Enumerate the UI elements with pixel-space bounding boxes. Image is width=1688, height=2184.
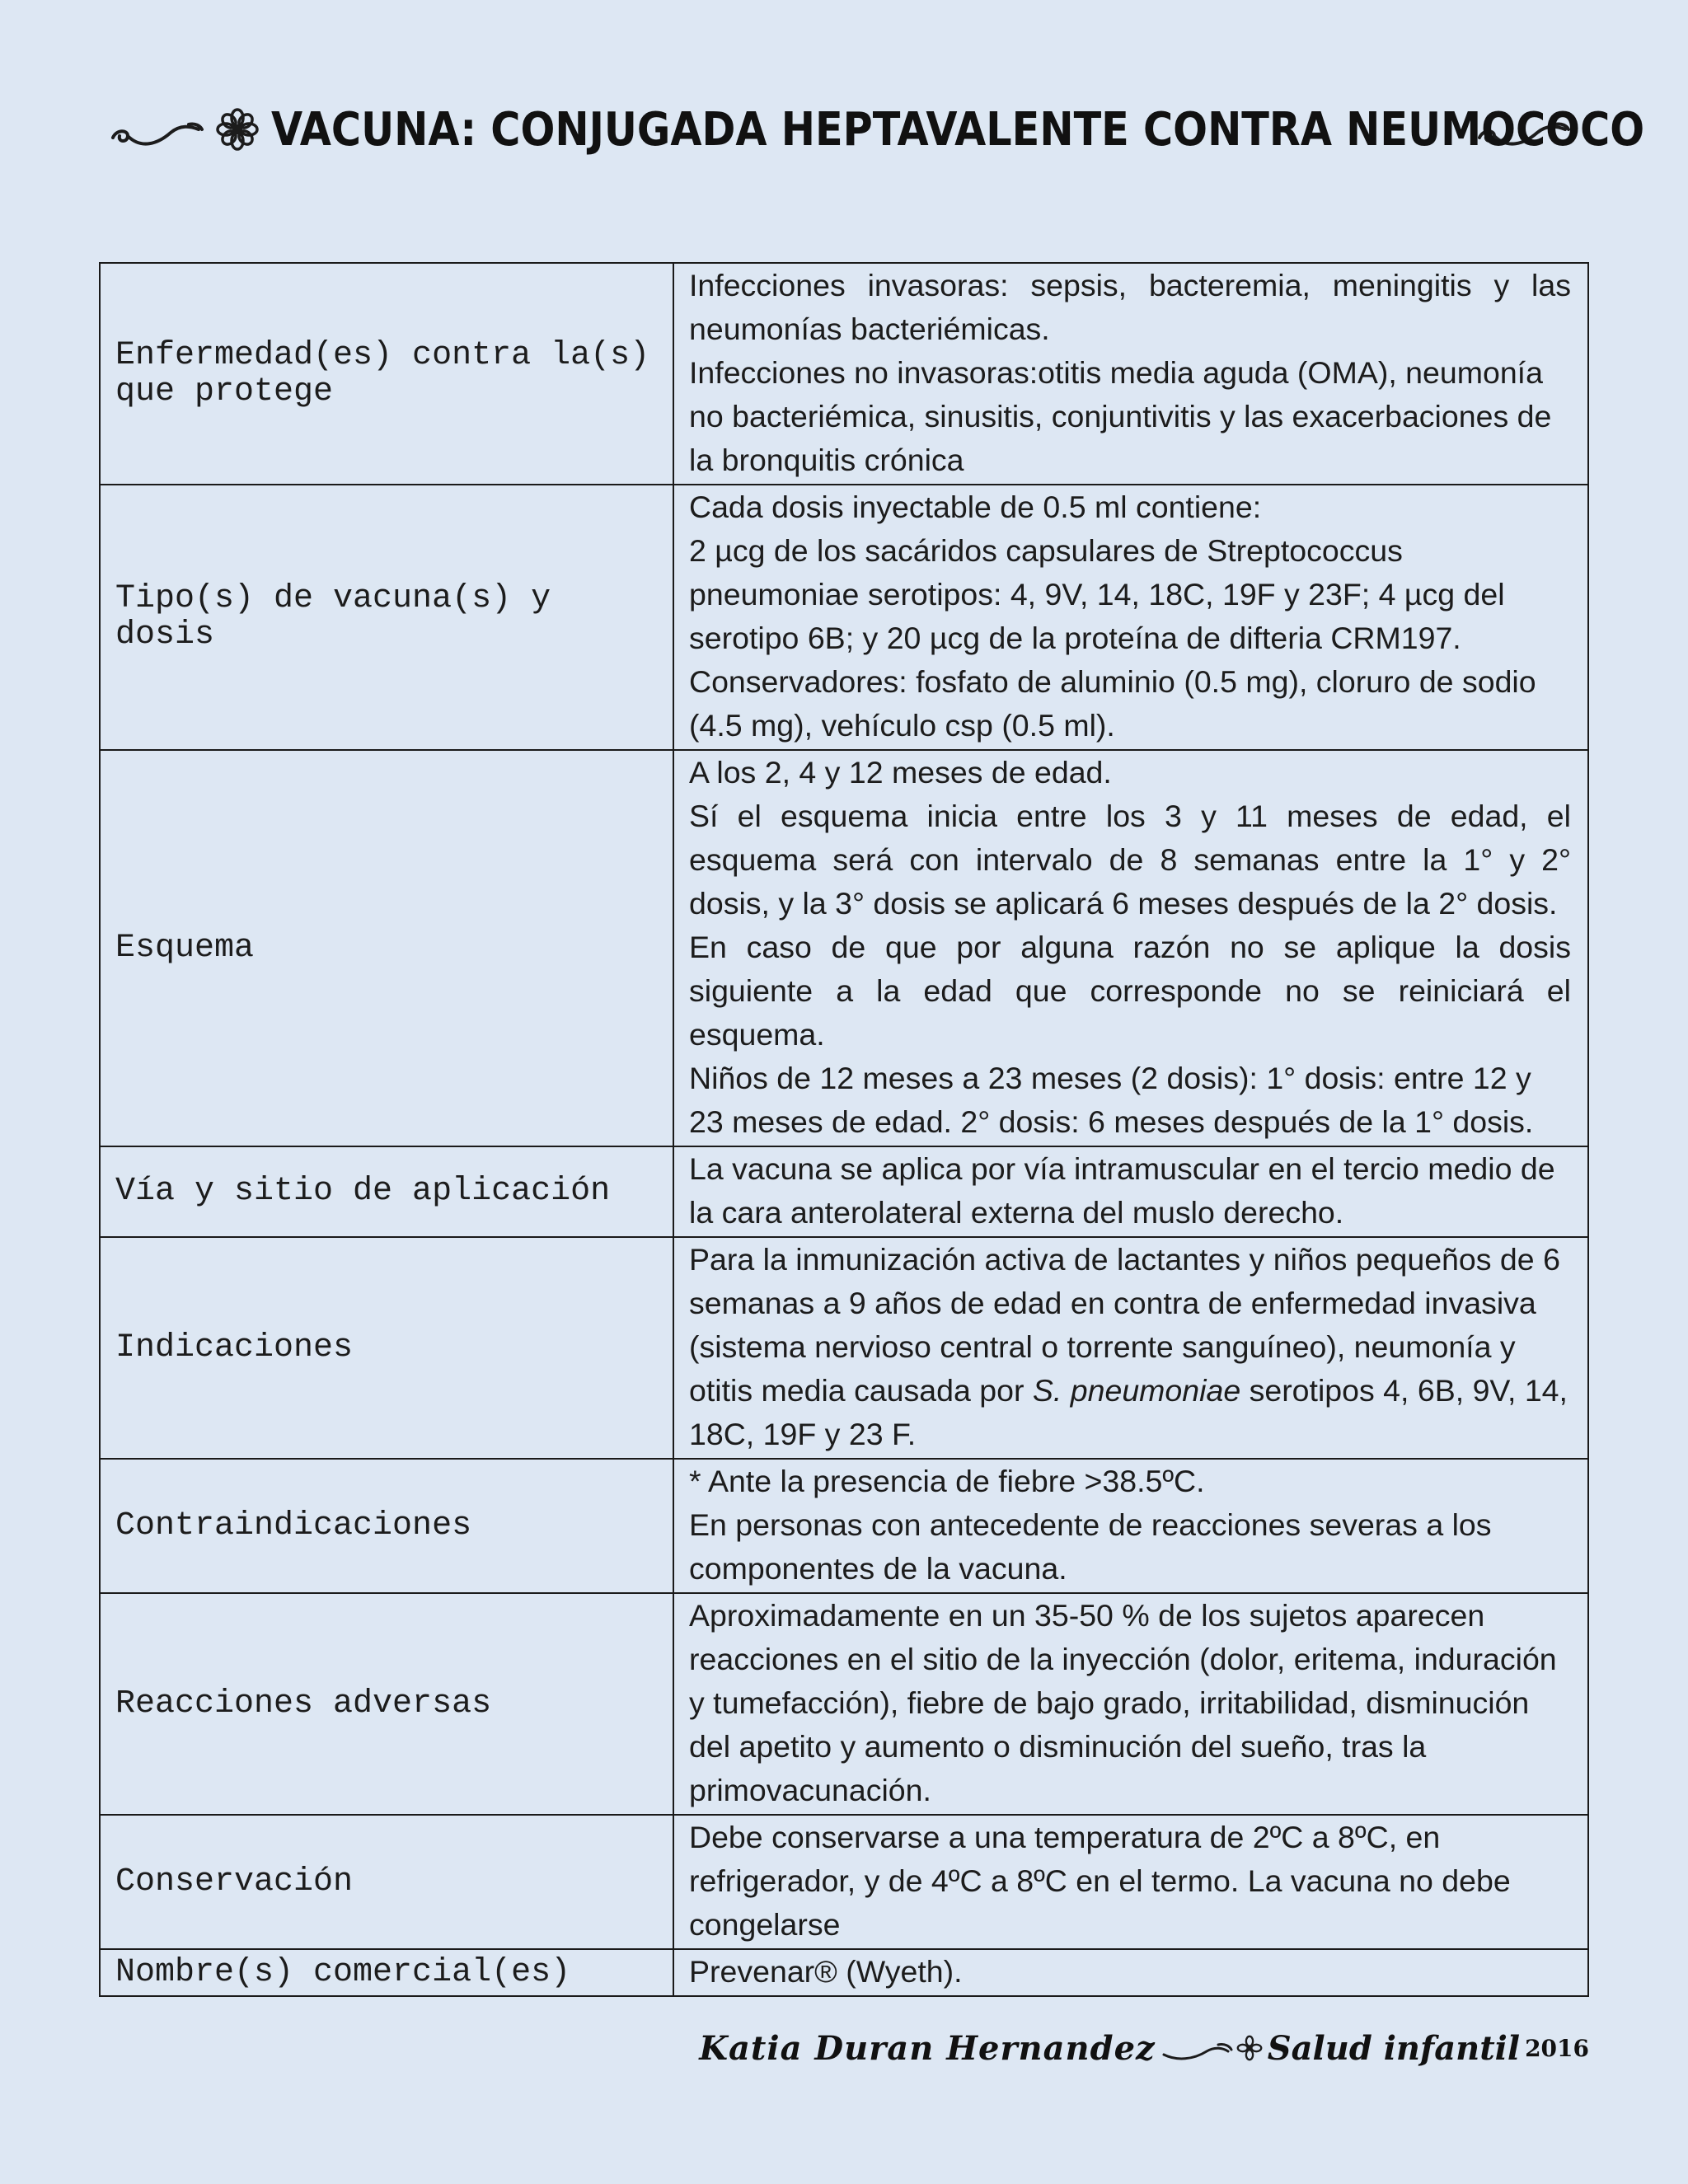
row-content [673,1815,1588,1949]
row-label: Contraindicaciones [100,1459,673,1593]
indication-text: Para la inmunización activa de lactantes y niños pequeños de 6 semanas a 9 años de edad en contra de enfermedad invasiva (sistema nervioso central o torrente sanguíneo), neumonía y otitis media causada por [689,1242,1560,1408]
indication-text: serotipos 4, 6B, 9V, 14, 18C, 19F y 23 F. [689,1373,1568,1451]
row-label: Vía y sitio de aplicación [100,1146,673,1237]
content-paragraph: Infecciones invasoras: sepsis, bacteremia, meningitis y las neumonías bacteriémicas. [689,268,1571,346]
footer-signature [699,2023,1589,2073]
content-paragraph: * Ante la presencia de fiebre >38.5ºC. [689,1464,1205,1498]
row-label: Esquema [100,750,673,1146]
flower-icon [1236,2035,1263,2061]
content-paragraph: Cada dosis inyectable de 0.5 ml contiene: [689,490,1262,524]
page-header [99,92,1645,166]
content-paragraph [689,1238,1571,1456]
row-content [673,750,1588,1146]
species-name: S. pneumoniae [1032,1373,1241,1408]
content-paragraph: En personas con antecedente de reacciones severas a los componentes de la vacuna. [689,1507,1492,1586]
row-label: Indicaciones [100,1237,673,1459]
swirl-icon [1160,2032,1235,2064]
row-label: Enfermedad(es) contra la(s) que protege [100,263,673,485]
row-content [673,1459,1588,1593]
footer-year: 2016 [1525,2034,1589,2062]
table-row [100,1593,1588,1815]
row-label: Tipo(s) de vacuna(s) y dosis [100,485,673,750]
content-paragraph: Niños de 12 meses a 23 meses (2 dosis): 1° dosis: entre 12 y 23 meses de edad. 2° dosis: 6 meses después de la 1° dosis. [689,1061,1534,1139]
row-content [673,1593,1588,1815]
table-row [100,1815,1588,1949]
row-label: Nombre(s) comercial(es) [100,1949,673,1996]
table-row [100,485,1588,750]
content-paragraph: Infecciones no invasoras:otitis media aguda (OMA), neumonía no bacteriémica, sinusitis, conjuntivitis y las exacerbaciones de la bronquitis crónica [689,355,1552,477]
page-title: VACUNA: CONJUGADA HEPTAVALENTE CONTRA NEUMOCOCO [271,102,1645,157]
content-paragraph: Debe conservarse a una temperatura de 2ºC a 8ºC, en refrigerador, y de 4ºC a 8ºC en el termo. La vacuna no debe congelarse [689,1820,1511,1942]
table-row [100,1949,1588,1996]
row-content [673,485,1588,750]
author-name: Katia Duran Hernandez [699,2028,1156,2068]
content-paragraph: En caso de que por alguna razón no se aplique la dosis siguiente a la edad que corresponde no se reiniciará el esquema. [689,930,1571,1052]
row-content [673,1949,1588,1996]
content-paragraph: 2 µcg de los sacáridos capsulares de Streptococcus pneumoniae serotipos: 4, 9V, 14, 18C, 19F y 23F; 4 µcg del serotipo 6B; y 20 µcg de la proteína de difteria CRM197. Conservadores: fosfato de aluminio (0.5 mg), cloruro de sodio (4.5 mg), vehículo csp (0.5 ml). [689,533,1536,743]
content-paragraph: La vacuna se aplica por vía intramuscular en el tercio medio de la cara anterolateral externa del muslo derecho. [689,1151,1555,1230]
row-content [673,263,1588,485]
vaccine-info-table [99,262,1589,1997]
table-row [100,1237,1588,1459]
table-row [100,1459,1588,1593]
content-paragraph: Prevenar® (Wyeth). [689,1954,963,1989]
brand-name: Salud infantil [1267,2028,1521,2068]
content-paragraph: Aproximadamente en un 35-50 % de los sujetos aparecen reacciones en el sitio de la inyección (dolor, eritema, induración y tumefacción), fiebre de bajo grado, irritabilidad, disminución del apetito y aumento o disminución del sueño, tras la primovacunación. [689,1598,1557,1807]
row-label: Reacciones adversas [100,1593,673,1815]
row-content [673,1146,1588,1237]
flower-icon [215,107,260,152]
table-row [100,1146,1588,1237]
row-content [673,1237,1588,1459]
table-row [100,750,1588,1146]
content-paragraph: Sí el esquema inicia entre los 3 y 11 meses de edad, el esquema será con intervalo de 8 semanas entre la 1° y 2° dosis, y la 3° dosis se aplicará 6 meses después de la 2° dosis. [689,799,1571,921]
swirl-left-icon [108,105,207,154]
content-paragraph: A los 2, 4 y 12 meses de edad. [689,755,1112,790]
row-label: Conservación [100,1815,673,1949]
table-row [100,263,1588,485]
